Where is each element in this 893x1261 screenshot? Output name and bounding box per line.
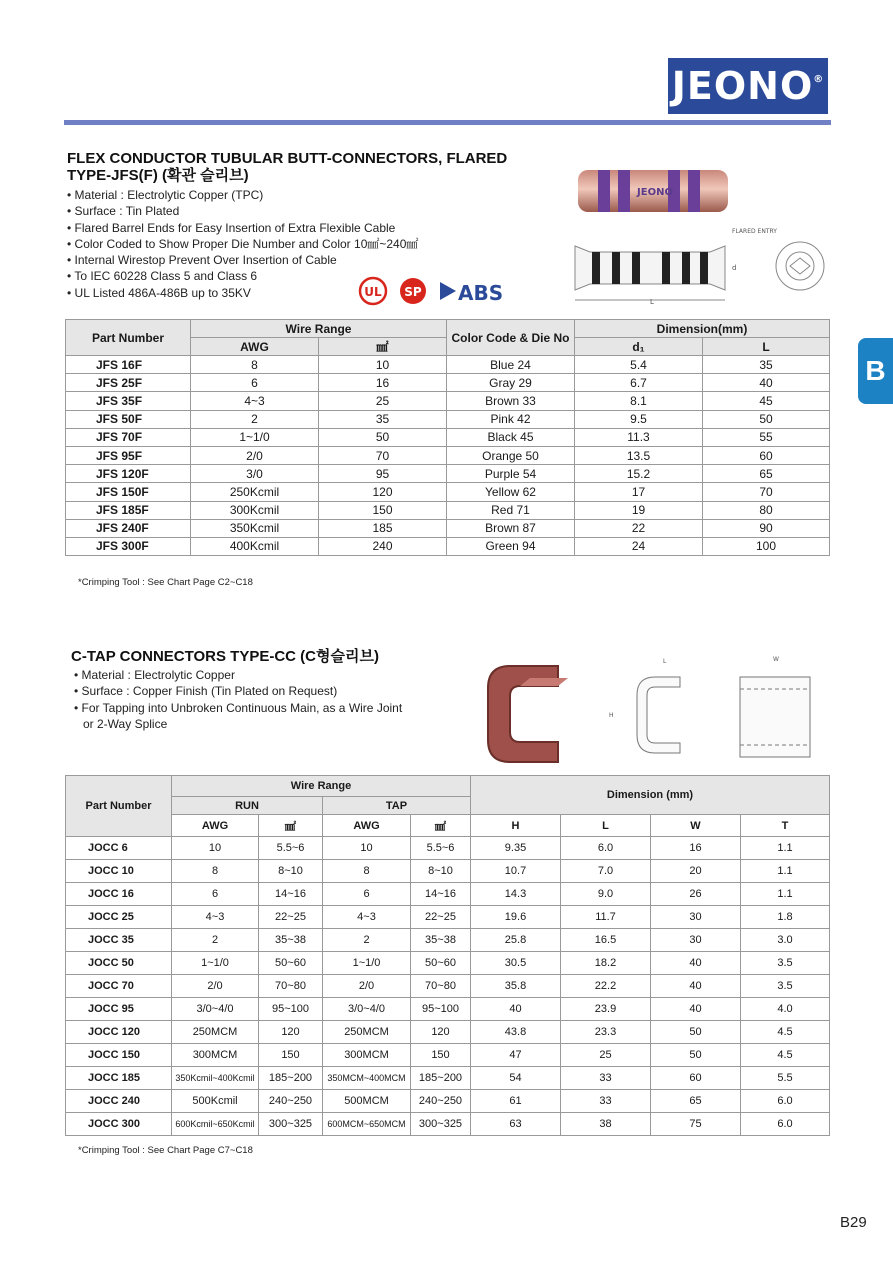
table-cell: 30 [651, 906, 741, 929]
table-cell: Brown 33 [447, 392, 575, 410]
jocc-table-body [66, 837, 830, 1136]
table-cell: 60 [651, 1067, 741, 1090]
table-cell: 33 [561, 1067, 651, 1090]
table-cell: 600MCM~650MCM [323, 1113, 411, 1136]
table-cell: 5.5~6 [259, 837, 323, 860]
table-cell: JOCC 50 [66, 952, 172, 975]
table-cell: 25 [561, 1044, 651, 1067]
table-row [66, 446, 830, 464]
table-row [66, 975, 830, 998]
table-cell: Pink 42 [447, 410, 575, 428]
table-row [66, 1067, 830, 1090]
table-cell: 8 [172, 860, 259, 883]
table-cell: 4.5 [741, 1044, 830, 1067]
table-cell: 250MCM [323, 1021, 411, 1044]
table-cell: 33 [561, 1090, 651, 1113]
table-cell: 500Kcmil [172, 1090, 259, 1113]
table-cell: 50 [651, 1021, 741, 1044]
table-cell: 240~250 [411, 1090, 471, 1113]
flared-entry-label: FLARED ENTRY [732, 228, 777, 235]
th-t: T [741, 815, 830, 837]
table-cell: 16 [651, 837, 741, 860]
section1-title-line2: TYPE-JFS(F) (확관 슬리브) [67, 167, 249, 184]
table-cell: 35 [703, 356, 830, 374]
bullet-continuation: or 2-Way Splice [83, 716, 168, 731]
table-cell: 1~1/0 [323, 952, 411, 975]
table-row [66, 483, 830, 501]
table-cell: 10 [172, 837, 259, 860]
table-cell: 40 [703, 374, 830, 392]
table-cell: 9.5 [575, 410, 703, 428]
table-cell: 65 [651, 1090, 741, 1113]
table-cell: Purple 54 [447, 465, 575, 483]
ul-logo-icon [360, 278, 386, 304]
header-rule [64, 120, 831, 125]
table-cell: 14.3 [471, 883, 561, 906]
table-cell: 10 [319, 356, 447, 374]
table-cell: 350Kcmil [191, 519, 319, 537]
table-cell: 300MCM [172, 1044, 259, 1067]
table-row [66, 998, 830, 1021]
table-cell: 40 [651, 998, 741, 1021]
table-cell: 35~38 [259, 929, 323, 952]
table-cell: 300MCM [323, 1044, 411, 1067]
table-cell: 2 [191, 410, 319, 428]
bullet: • Color Coded to Show Proper Die Number and Color 10㎟~240㎟ [67, 236, 418, 252]
table-cell: 18.2 [561, 952, 651, 975]
table-cell: JOCC 300 [66, 1113, 172, 1136]
table-cell: Brown 87 [447, 519, 575, 537]
th-run: RUN [172, 797, 323, 815]
table-cell: 19 [575, 501, 703, 519]
table-cell: 4~3 [172, 906, 259, 929]
table-cell: 7.0 [561, 860, 651, 883]
table-cell: 1.1 [741, 883, 830, 906]
table-row [66, 929, 830, 952]
table-cell: 185~200 [411, 1067, 471, 1090]
table-cell: 38 [561, 1113, 651, 1136]
table-row [66, 1113, 830, 1136]
table-cell: Black 45 [447, 428, 575, 446]
table-cell: 22.2 [561, 975, 651, 998]
table-cell: 1~1/0 [191, 428, 319, 446]
table-cell: 50 [703, 410, 830, 428]
table-row [66, 883, 830, 906]
table-cell: 40 [471, 998, 561, 1021]
table-cell: 30 [651, 929, 741, 952]
table-cell: 120 [259, 1021, 323, 1044]
table-cell: 3.5 [741, 975, 830, 998]
table-cell: JOCC 150 [66, 1044, 172, 1067]
th-l: L [561, 815, 651, 837]
table-row [66, 906, 830, 929]
jocc-spec-table [65, 775, 830, 1136]
th-dimension: Dimension (mm) [471, 776, 830, 815]
table-cell: Yellow 62 [447, 483, 575, 501]
th-h: H [471, 815, 561, 837]
table-cell: 16 [319, 374, 447, 392]
table-cell: 300~325 [411, 1113, 471, 1136]
table-cell: 23.9 [561, 998, 651, 1021]
csa-logo-text: SP [404, 285, 422, 299]
table-cell: 54 [471, 1067, 561, 1090]
table-cell: 8.1 [575, 392, 703, 410]
table-row [66, 952, 830, 975]
table-cell: 5.5~6 [411, 837, 471, 860]
table-cell: 22 [575, 519, 703, 537]
th-wire-range: Wire Range [191, 320, 447, 338]
table-cell: 2 [172, 929, 259, 952]
table-cell: JFS 300F [66, 537, 191, 555]
table-cell: 3.0 [741, 929, 830, 952]
table-cell: 6 [191, 374, 319, 392]
table-cell: 2/0 [172, 975, 259, 998]
table-cell: 350Kcmil~400Kcmil [172, 1067, 259, 1090]
table-cell: 300Kcmil [191, 501, 319, 519]
table-row [66, 465, 830, 483]
table-cell: 50 [651, 1044, 741, 1067]
bullet: • Flared Barrel Ends for Easy Insertion of Extra Flexible Cable [67, 220, 418, 236]
table-cell: 6 [172, 883, 259, 906]
table-cell: 120 [319, 483, 447, 501]
table-row [66, 1090, 830, 1113]
table-cell: JOCC 25 [66, 906, 172, 929]
bullet: • Internal Wirestop Prevent Over Insertion of Cable [67, 252, 418, 268]
table-cell: 25 [319, 392, 447, 410]
table-cell: Blue 24 [447, 356, 575, 374]
table-cell: 24 [575, 537, 703, 555]
table-cell: 13.5 [575, 446, 703, 464]
th-part-number: Part Number [66, 776, 172, 837]
butt-connector-drawing-icon [570, 228, 830, 306]
table-cell: 150 [319, 501, 447, 519]
table-cell: 2 [323, 929, 411, 952]
page-number: B29 [840, 1214, 867, 1231]
table-cell: 2/0 [191, 446, 319, 464]
section1-title-line1: FLEX CONDUCTOR TUBULAR BUTT-CONNECTORS, FLARED [67, 150, 508, 167]
table-cell: 70 [319, 446, 447, 464]
table-cell: 15.2 [575, 465, 703, 483]
dim-d-label: d [732, 264, 737, 272]
table-cell: 150 [259, 1044, 323, 1067]
table-cell: 10 [323, 837, 411, 860]
bullet: • Material : Electrolytic Copper (TPC) [67, 187, 418, 203]
section-tab[interactable]: B [858, 338, 893, 404]
jfs-table-body [66, 356, 830, 556]
table-cell: JFS 120F [66, 465, 191, 483]
table-cell: 55 [703, 428, 830, 446]
table-cell: Gray 29 [447, 374, 575, 392]
th-tap-awg: AWG [323, 815, 411, 837]
table-cell: 35 [319, 410, 447, 428]
section2-footnote: *Crimping Tool : See Chart Page C7~C18 [78, 1145, 253, 1156]
bullet: • UL Listed 486A-486B up to 35KV [67, 285, 418, 301]
dim-w-label: W [773, 656, 779, 663]
table-cell: 43.8 [471, 1021, 561, 1044]
table-row [66, 356, 830, 374]
th-color-code: Color Code & Die No [447, 320, 575, 356]
jfs-spec-table [65, 319, 830, 556]
table-cell: JOCC 70 [66, 975, 172, 998]
table-cell: 8~10 [259, 860, 323, 883]
table-cell: 3/0 [191, 465, 319, 483]
bullet: • For Tapping into Unbroken Continuous Main, as a Wire Joint [74, 700, 402, 716]
table-cell: 70~80 [259, 975, 323, 998]
table-cell: 120 [411, 1021, 471, 1044]
table-cell: 17 [575, 483, 703, 501]
table-row [66, 519, 830, 537]
table-cell: 61 [471, 1090, 561, 1113]
abs-logo-icon [440, 281, 503, 305]
table-cell: 600Kcmil~650Kcmil [172, 1113, 259, 1136]
table-cell: 95~100 [411, 998, 471, 1021]
table-cell: 150 [411, 1044, 471, 1067]
th-w: W [651, 815, 741, 837]
table-cell: 500MCM [323, 1090, 411, 1113]
table-cell: 11.7 [561, 906, 651, 929]
table-cell: 2/0 [323, 975, 411, 998]
dim-l-label: L [650, 298, 654, 306]
table-cell: 1.8 [741, 906, 830, 929]
table-cell: 6 [323, 883, 411, 906]
product-marking: JEONO [637, 187, 673, 198]
table-cell: JFS 35F [66, 392, 191, 410]
table-cell: JOCC 16 [66, 883, 172, 906]
th-run-mm2: ㎟ [259, 815, 323, 837]
table-row [66, 860, 830, 883]
table-cell: 22~25 [411, 906, 471, 929]
table-cell: JFS 70F [66, 428, 191, 446]
table-row [66, 537, 830, 555]
table-cell: 8~10 [411, 860, 471, 883]
table-cell: 6.0 [741, 1113, 830, 1136]
th-wire-range: Wire Range [172, 776, 471, 797]
table-cell: 400Kcmil [191, 537, 319, 555]
table-cell: Green 94 [447, 537, 575, 555]
table-cell: Orange 50 [447, 446, 575, 464]
table-cell: 3.5 [741, 952, 830, 975]
table-cell: 4~3 [323, 906, 411, 929]
brand-name: JEONO [671, 64, 814, 108]
table-cell: 95~100 [259, 998, 323, 1021]
table-row [66, 428, 830, 446]
table-cell: 100 [703, 537, 830, 555]
c-tap-photo-icon [480, 658, 580, 768]
table-row [66, 837, 830, 860]
table-cell: JFS 25F [66, 374, 191, 392]
table-cell: 22~25 [259, 906, 323, 929]
csa-logo-icon [400, 278, 426, 304]
table-cell: 14~16 [259, 883, 323, 906]
table-cell: 90 [703, 519, 830, 537]
table-cell: 80 [703, 501, 830, 519]
table-cell: 26 [651, 883, 741, 906]
table-cell: 63 [471, 1113, 561, 1136]
table-cell: 40 [651, 952, 741, 975]
table-row [66, 501, 830, 519]
table-cell: 6.0 [561, 837, 651, 860]
th-awg: AWG [191, 338, 319, 356]
th-tap-mm2: ㎟ [411, 815, 471, 837]
th-tap: TAP [323, 797, 471, 815]
table-cell: 185 [319, 519, 447, 537]
table-cell: JOCC 6 [66, 837, 172, 860]
table-cell: 300~325 [259, 1113, 323, 1136]
th-l: L [703, 338, 830, 356]
table-cell: 70 [703, 483, 830, 501]
ul-logo-text: UL [364, 285, 382, 299]
table-cell: JOCC 10 [66, 860, 172, 883]
bullet: • Material : Electrolytic Copper [74, 667, 402, 683]
table-row [66, 392, 830, 410]
table-cell: JFS 150F [66, 483, 191, 501]
table-cell: 95 [319, 465, 447, 483]
table-cell: 70~80 [411, 975, 471, 998]
abs-logo-text: ABS [458, 281, 504, 305]
table-cell: 6.7 [575, 374, 703, 392]
bullet: • Surface : Copper Finish (Tin Plated on Request) [74, 683, 402, 699]
section2-bullets [74, 667, 402, 732]
table-cell: 4~3 [191, 392, 319, 410]
table-cell: JOCC 35 [66, 929, 172, 952]
table-cell: 35.8 [471, 975, 561, 998]
table-cell: 4.0 [741, 998, 830, 1021]
table-cell: 9.0 [561, 883, 651, 906]
table-cell: JFS 50F [66, 410, 191, 428]
table-cell: JFS 240F [66, 519, 191, 537]
table-cell: 25.8 [471, 929, 561, 952]
dim-l-label: L [663, 658, 667, 665]
table-cell: 20 [651, 860, 741, 883]
th-part-number: Part Number [66, 320, 191, 356]
th-run-awg: AWG [172, 815, 259, 837]
butt-connector-photo-icon [570, 162, 740, 220]
table-cell: 45 [703, 392, 830, 410]
table-cell: 14~16 [411, 883, 471, 906]
table-row [66, 1044, 830, 1067]
table-cell: 30.5 [471, 952, 561, 975]
table-cell: Red 71 [447, 501, 575, 519]
table-row [66, 374, 830, 392]
table-cell: 11.3 [575, 428, 703, 446]
section2-title: C-TAP CONNECTORS TYPE-CC (C형슬리브) [71, 648, 379, 665]
c-tap-drawing-icon [605, 655, 830, 765]
table-cell: 240 [319, 537, 447, 555]
table-cell: 50~60 [411, 952, 471, 975]
table-cell: 10.7 [471, 860, 561, 883]
section1-title [67, 150, 507, 184]
registered-mark: ® [813, 74, 825, 85]
th-dimension: Dimension(mm) [575, 320, 830, 338]
table-cell: 5.4 [575, 356, 703, 374]
table-cell: 1~1/0 [172, 952, 259, 975]
table-cell: 185~200 [259, 1067, 323, 1090]
table-cell: 50~60 [259, 952, 323, 975]
table-cell: 23.3 [561, 1021, 651, 1044]
table-cell: 4.5 [741, 1021, 830, 1044]
table-cell: JOCC 185 [66, 1067, 172, 1090]
section1-footnote: *Crimping Tool : See Chart Page C2~C18 [78, 577, 253, 588]
table-cell: 5.5 [741, 1067, 830, 1090]
table-cell: 35~38 [411, 929, 471, 952]
table-cell: JFS 95F [66, 446, 191, 464]
table-cell: 6.0 [741, 1090, 830, 1113]
table-cell: 1.1 [741, 837, 830, 860]
dim-h-label: H [609, 712, 614, 719]
table-cell: 16.5 [561, 929, 651, 952]
table-cell: 3/0~4/0 [323, 998, 411, 1021]
table-cell: JFS 16F [66, 356, 191, 374]
table-row [66, 410, 830, 428]
th-mm2: ㎟ [319, 338, 447, 356]
brand-logo [668, 58, 828, 114]
table-cell: 8 [191, 356, 319, 374]
table-cell: 350MCM~400MCM [323, 1067, 411, 1090]
bullet: • Surface : Tin Plated [67, 203, 418, 219]
th-d1: d₁ [575, 338, 703, 356]
table-cell: 50 [319, 428, 447, 446]
table-cell: JOCC 120 [66, 1021, 172, 1044]
table-cell: 40 [651, 975, 741, 998]
table-cell: JFS 185F [66, 501, 191, 519]
table-cell: 60 [703, 446, 830, 464]
table-cell: 19.6 [471, 906, 561, 929]
table-cell: 8 [323, 860, 411, 883]
table-cell: 250MCM [172, 1021, 259, 1044]
table-cell: JOCC 240 [66, 1090, 172, 1113]
table-cell: 250Kcmil [191, 483, 319, 501]
bullet: • To IEC 60228 Class 5 and Class 6 [67, 268, 418, 284]
table-cell: 65 [703, 465, 830, 483]
table-cell: 9.35 [471, 837, 561, 860]
table-cell: JOCC 95 [66, 998, 172, 1021]
table-cell: 47 [471, 1044, 561, 1067]
table-cell: 1.1 [741, 860, 830, 883]
table-cell: 75 [651, 1113, 741, 1136]
table-cell: 240~250 [259, 1090, 323, 1113]
table-row [66, 1021, 830, 1044]
cert-logos [358, 276, 523, 308]
table-cell: 3/0~4/0 [172, 998, 259, 1021]
